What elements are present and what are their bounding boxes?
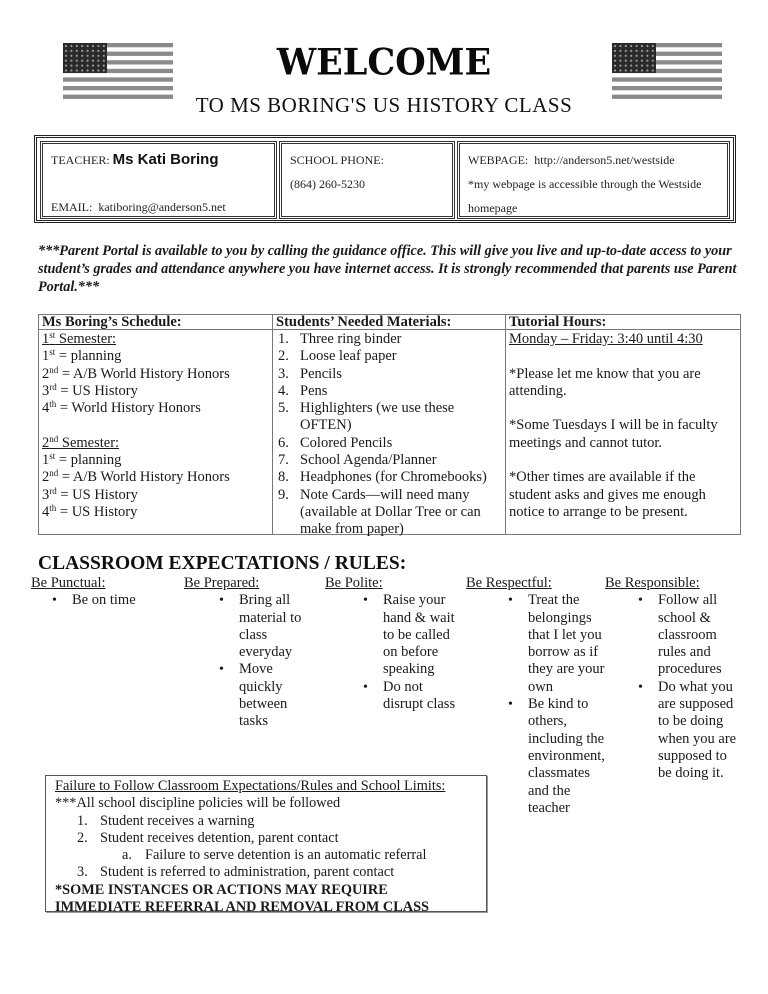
rule-bullet — [217, 592, 301, 661]
step-number: 3. — [77, 864, 88, 881]
spacer — [509, 348, 739, 365]
rule-line: to be called — [383, 626, 450, 643]
phone-cell — [279, 141, 455, 219]
teacher-name: Ms Kati Boring — [112, 151, 219, 168]
rule-bullets — [50, 592, 136, 609]
item-text: Pens — [300, 382, 328, 399]
material-item — [276, 435, 504, 452]
item-text: Note Cards—will need many — [300, 486, 470, 503]
schedule-column — [42, 315, 270, 521]
material-item — [276, 452, 504, 469]
item-number: 8. — [278, 469, 289, 486]
rule-heading: Be Prepared: — [184, 575, 260, 591]
material-item — [276, 348, 504, 365]
info-table — [38, 314, 741, 538]
consequences-box — [45, 775, 487, 916]
ordinal-suffix: st — [49, 451, 56, 462]
rule-bullet — [506, 592, 605, 696]
rule-line: supposed to — [658, 747, 727, 764]
ordinal-suffix: st — [49, 330, 56, 340]
parent-portal-note: ***Parent Portal is available to you by calling the guidance office. This will give you live and up-to-date access to your student’s grades and attendance anywhere you have internet access. It is strongly recommended that parents use Parent Portal.*** — [38, 243, 737, 295]
phone-label: SCHOOL PHONE: — [290, 153, 384, 167]
rule-line: borrow as if — [528, 644, 599, 661]
rule-line: • Bring all — [239, 592, 291, 609]
item-text: Pencils — [300, 365, 342, 382]
rule-line: speaking — [383, 661, 435, 678]
rule-line: • Be kind to — [528, 696, 589, 713]
rule-line: school & — [658, 609, 711, 626]
consequence-step — [55, 813, 486, 830]
substep-text: Failure to serve detention is an automatic referral — [145, 847, 427, 864]
note-line: *Please let me know that you are — [509, 365, 701, 382]
email-line — [51, 200, 226, 215]
substep-letter: a. — [122, 847, 132, 864]
semester-label: 1st Semester: — [42, 330, 117, 347]
note-line: *Other times are available if the — [509, 469, 696, 486]
item-text: make from paper) — [300, 521, 404, 538]
ordinal-suffix: st — [49, 347, 56, 358]
rule-bullets — [636, 592, 736, 782]
teacher-cell — [40, 141, 277, 219]
note-line: student asks and gives me enough — [509, 486, 706, 503]
schedule-period: 4th = World History Honors — [42, 399, 201, 417]
schedule-period: 1st = planning — [42, 347, 122, 365]
rule-bullets — [361, 592, 455, 713]
consequences-warning-cont: IMMEDIATE REFERRAL AND REMOVAL FROM CLASS — [55, 899, 430, 916]
rule-line: • Do not — [383, 678, 423, 695]
rule-line: rules and — [658, 644, 711, 661]
tutorial-notes — [509, 348, 739, 521]
rule-line: environment, — [528, 747, 605, 764]
materials-list — [276, 331, 504, 539]
step-text: Student receives a warning — [100, 812, 255, 829]
note-line: notice to arrange to be present. — [509, 503, 688, 520]
rule-line: class — [239, 626, 268, 643]
rule-line: teacher — [528, 799, 570, 816]
rule-line: be doing it. — [658, 765, 724, 782]
step-number: 2. — [77, 829, 88, 846]
page-subtitle: TO MS BORING'S US HISTORY CLASS — [195, 93, 573, 117]
rule-heading: Be Punctual: — [31, 575, 106, 591]
material-item — [276, 331, 504, 348]
teacher-label: TEACHER: — [51, 153, 110, 167]
item-number: 9. — [278, 486, 289, 503]
webpage-note-cont: homepage — [468, 201, 518, 215]
rule-bullet — [50, 592, 136, 609]
consequences-heading: Failure to Follow Classroom Expectations/Rules and School Limits: — [55, 778, 446, 794]
rule-bullet — [506, 696, 605, 817]
material-item — [276, 366, 504, 383]
rule-bullet — [361, 679, 455, 714]
item-text: OFTEN) — [300, 417, 352, 434]
item-number: 6. — [278, 434, 289, 451]
table-divider — [272, 315, 273, 534]
rules-title: CLASSROOM EXPECTATIONS / RULES: — [38, 553, 407, 574]
rule-line: • Raise your — [383, 592, 446, 609]
rule-line: • Do what you — [658, 678, 733, 695]
materials-heading: Students’ Needed Materials: — [276, 314, 452, 330]
item-number: 2. — [278, 348, 289, 365]
materials-column — [276, 315, 504, 539]
ordinal-suffix: rd — [49, 485, 57, 496]
rule-line: classroom — [658, 626, 717, 643]
rule-line: belongings — [528, 609, 592, 626]
rule-column — [325, 575, 455, 713]
rule-bullets — [217, 592, 301, 730]
schedule-heading: Ms Boring’s Schedule: — [42, 314, 182, 330]
consequences-intro: ***All school discipline policies will be followed — [55, 795, 341, 812]
rule-line: when you are — [658, 730, 737, 747]
item-text: (available at Dollar Tree or can — [300, 503, 481, 520]
rule-heading: Be Responsible: — [605, 575, 700, 591]
rule-line: on before — [383, 644, 439, 661]
rule-line: tasks — [239, 713, 268, 730]
rule-bullet — [636, 679, 736, 783]
rule-line: disrupt class — [383, 696, 456, 713]
rule-line: • Treat the — [528, 592, 580, 609]
table-divider — [505, 315, 506, 534]
rule-line: • Be on time — [72, 592, 136, 609]
webpage-cell — [457, 141, 730, 219]
webpage-label: WEBPAGE: — [468, 153, 529, 167]
rule-line: between — [239, 696, 288, 713]
rule-heading: Be Polite: — [325, 575, 383, 591]
ordinal-suffix: th — [49, 399, 57, 410]
rule-line: are supposed — [658, 696, 734, 713]
consequence-step — [55, 864, 486, 881]
rule-column — [605, 575, 736, 783]
rule-column — [31, 575, 136, 610]
rule-line: classmates — [528, 765, 591, 782]
tutorial-heading: Tutorial Hours: — [509, 314, 607, 330]
note-line: attending. — [509, 382, 567, 399]
rule-line: including the — [528, 730, 605, 747]
rule-column — [184, 575, 301, 731]
rule-line: material to — [239, 609, 302, 626]
email-link[interactable]: katiboring@anderson5.net — [98, 200, 226, 214]
semester-label: 2nd Semester: — [42, 433, 120, 451]
ordinal-suffix: nd — [49, 468, 59, 479]
rule-bullet — [361, 592, 455, 678]
note-line: *Some Tuesdays I will be in faculty — [509, 417, 718, 434]
teacher-line — [51, 151, 219, 168]
consequence-substep — [55, 847, 486, 864]
webpage-line — [468, 153, 675, 168]
rule-line: own — [528, 678, 553, 695]
rule-line: that I let you — [528, 626, 602, 643]
ordinal-suffix: nd — [49, 433, 59, 444]
rule-line: procedures — [658, 661, 722, 678]
consequences-warning: *SOME INSTANCES OR ACTIONS MAY REQUIRE — [55, 881, 388, 898]
schedule-period: 2nd = A/B World History Honors — [42, 364, 230, 382]
item-text: Headphones (for Chromebooks) — [300, 469, 487, 486]
rule-line: quickly — [239, 678, 283, 695]
consequence-step — [55, 830, 486, 847]
rule-line: • Follow all — [658, 592, 718, 609]
item-number: 7. — [278, 452, 289, 469]
rule-line: to be doing — [658, 713, 724, 730]
item-text: Loose leaf paper — [300, 348, 397, 365]
material-item — [276, 469, 504, 486]
rule-line: everyday — [239, 644, 293, 661]
phone-number: (864) 260-5230 — [290, 177, 365, 191]
item-text: Highlighters (we use these — [300, 400, 455, 417]
schedule-period: 4th = US History — [42, 502, 138, 520]
item-number: 1. — [278, 331, 289, 347]
item-text: Colored Pencils — [300, 434, 393, 451]
page-title: WELCOME — [276, 40, 492, 85]
tutorial-hours: Monday – Friday: 3:40 until 4:30 — [509, 331, 703, 347]
item-number: 4. — [278, 382, 289, 399]
material-item — [276, 400, 504, 435]
rule-line: hand & wait — [383, 609, 455, 626]
item-number: 5. — [278, 400, 289, 417]
ordinal-suffix: rd — [49, 381, 57, 392]
schedule-period: 3rd = US History — [42, 485, 138, 503]
rule-line: others, — [528, 713, 568, 730]
step-text: Student is referred to administration, parent contact — [100, 864, 395, 881]
schedule-period: 3rd = US History — [42, 381, 138, 399]
spacer — [509, 400, 739, 417]
spacer — [42, 417, 270, 434]
rule-bullet — [217, 661, 301, 730]
email-label: EMAIL: — [51, 200, 93, 214]
tutorial-column — [509, 315, 739, 521]
schedule-period: 1st = planning — [42, 451, 122, 469]
step-number: 1. — [77, 812, 88, 829]
spacer — [509, 452, 739, 469]
material-item — [276, 487, 504, 539]
item-text: Three ring binder — [300, 331, 402, 347]
consequence-steps — [55, 813, 486, 882]
step-text: Student receives detention, parent contact — [100, 829, 339, 846]
rule-bullet — [636, 592, 736, 678]
tutorial-note — [509, 469, 739, 521]
schedule-period: 2nd = A/B World History Honors — [42, 468, 230, 486]
tutorial-note — [509, 417, 739, 452]
webpage-note: *my webpage is accessible through the Westside — [468, 177, 702, 191]
ordinal-suffix: nd — [49, 364, 59, 375]
rule-line: • Move — [239, 661, 273, 678]
webpage-link[interactable]: http://anderson5.net/westside — [534, 153, 675, 167]
material-item — [276, 383, 504, 400]
ordinal-suffix: th — [49, 502, 57, 513]
note-line: meetings and cannot tutor. — [509, 434, 663, 451]
tutorial-note — [509, 366, 739, 401]
rule-line: and the — [528, 782, 571, 799]
rule-bullets — [506, 592, 605, 817]
item-text: School Agenda/Planner — [300, 452, 437, 469]
item-number: 3. — [278, 365, 289, 382]
schedule-body — [42, 331, 270, 521]
rule-heading: Be Respectful: — [466, 575, 552, 591]
rule-line: they are your — [528, 661, 605, 678]
contact-info-box — [34, 135, 736, 223]
